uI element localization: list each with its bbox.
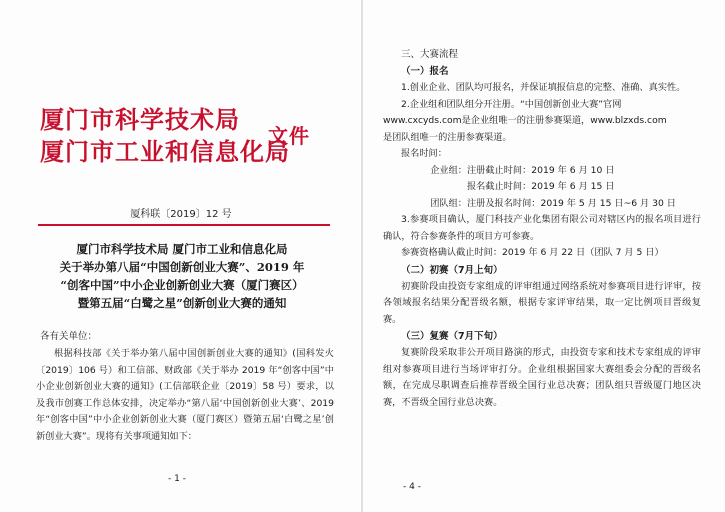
registration-item-2-line-1: 2.企业组和团队组分开注册。“中国创新创业大赛”官网 [401, 98, 622, 110]
registration-item-1: 1.创业企业、团队均可报名，并保证填报信息的完整、准确、真实性。 [401, 82, 686, 93]
registration-time-row [383, 163, 701, 180]
salutation: 各有关单位： [40, 331, 98, 342]
registration-item-2-line-2: www.cxcyds.com是企业组唯一的注册参赛渠道，www.blzxds.com [383, 115, 667, 126]
row-label: 企业组： [430, 164, 467, 176]
title-line: 关于举办第八届“中国创新创业大赛”、2019 年 [59, 260, 305, 274]
section-title: 三、大赛流程 [401, 49, 459, 60]
page-number: - 1 - [168, 474, 186, 484]
document-page-1 [0, 0, 362, 512]
document-number: 厦科联〔2019〕12 号 [130, 209, 232, 220]
title-line: “创客中国”中小企业创新创业大赛（厦门赛区） [60, 278, 304, 292]
body-paragraph: 根据科技部《关于举办第八届中国创新创业大赛的通知》(国科发火〔2019〕106 号）和工信部、财政部《关于举办 2019 年“创客中国”中小企业创新创业大赛的通知》(工信部联企业〔2019〕58 号）要求，以及我市创赛工作总体安排，决定举办“第八届‘中国创新创业大赛’、2019 年“创客中国”中小企业创新创业大赛（厦门赛区）暨第五届‘白鹭之星’创新创业大赛”。现将有关事项通知如下： [36, 348, 334, 442]
registration-time-row [383, 179, 701, 196]
document-page-4 [363, 0, 725, 512]
subsection-title-preliminary: （二）初赛（7月上旬） [401, 264, 503, 276]
red-header [40, 104, 340, 168]
page-number: - 4 - [403, 482, 421, 492]
registration-time-row [383, 196, 701, 213]
row-text: 注册及报名时间：2019 年 5 月 15 日~6 月 30 日 [467, 197, 676, 209]
registration-item-3: 3.参赛项目确认，厦门科技产业化集团有限公司对辖区内的报名项目进行确认，符合参赛条件的项目方可参赛。 [383, 214, 701, 242]
issuer-line-1: 厦门市科学技术局 [40, 105, 240, 134]
process-section [383, 46, 701, 411]
preliminary-paragraph: 初赛阶段由投资专家组成的评审组通过网络系统对参赛项目进行评审，按各领域报名结果分配晋级名额，根据专家评审结果，取一定比例项目晋级复赛。 [383, 280, 701, 325]
registration-time-label: 报名时间： [401, 148, 447, 159]
semifinal-paragraph: 复赛阶段采取非公开项目路演的形式，由投资专家和技术专家组成的评审组对参赛项目进行当场评审打分。企业组根据国家大赛组委会分配的晋级名额，在完成尽职调查后推荐晋级全国行业总决赛；团队组只晋级厦门地区决赛，不晋级全国行业总决赛。 [383, 347, 701, 408]
row-text: 报名截止时间：2019 年 6 月 15 日 [467, 181, 615, 192]
confirmation-deadline: 参赛资格确认截止时间：2019 年 6 月 22 日（团队 7 月 5 日） [401, 247, 664, 258]
wenjian-label: 文件 [268, 124, 310, 148]
registration-item-2-line-3: 是团队组唯一的注册参赛渠道。 [383, 131, 512, 143]
row-label: 团队组： [430, 197, 467, 209]
red-divider [38, 224, 330, 226]
issuer-line-2: 厦门市工业和信息化局 [40, 137, 290, 166]
row-text: 注册截止时间：2019 年 6 月 10 日 [467, 164, 615, 176]
row-label [383, 179, 467, 196]
notice-title [32, 240, 332, 312]
title-line: 厦门市科学技术局 厦门市工业和信息化局 [76, 242, 288, 256]
subsection-title-semifinal: （三）复赛（7月下旬） [401, 331, 503, 342]
subsection-title-registration: （一）报名 [401, 66, 449, 77]
title-line: 暨第五届“白鹭之星”创新创业大赛的通知 [77, 296, 287, 310]
